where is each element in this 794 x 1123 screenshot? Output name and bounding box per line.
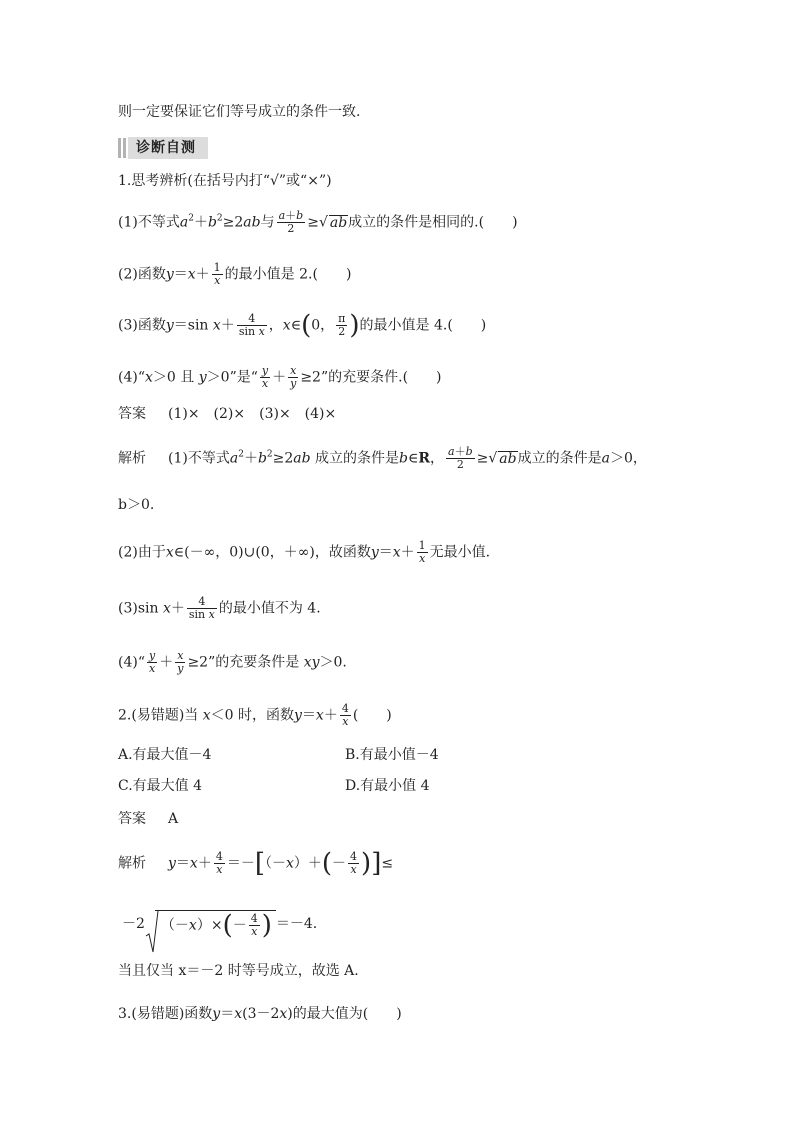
- q2-answer: 答案 A: [118, 811, 179, 827]
- section-title: 诊断自测: [128, 137, 208, 159]
- q1-item-1: (1)不等式$a^2+b^2\ge 2ab$与 $\frac{a+b}{2}$ ≥√ ab成立的条件是相同的.( ): [118, 209, 518, 235]
- q2-option-c: C.有最大值 4: [118, 778, 203, 794]
- q3-title: 3.(易错题)函数y＝x(3－2x)的最大值为( ): [118, 1006, 402, 1022]
- q1-item-2: (2)函数y＝x＋ $\frac{1}{x}$ 的最小值是 2.( ): [118, 261, 352, 287]
- q1-item-3: (3)函数y＝sin x＋ $\frac{4}{\text{sin x}}$ ，x∈(0， $\frac{\pi}{2}$ )的最小值是 4.( ): [118, 310, 487, 341]
- q2-option-a: A.有最大值－4: [118, 747, 212, 763]
- q1-answer: 答案 (1)× (2)× (3)× (4)×: [118, 406, 337, 422]
- q2-note: 当且仅当 x＝－2 时等号成立，故选 A.: [118, 963, 359, 979]
- q1-analysis-1-cont: b＞0.: [118, 497, 155, 513]
- q1-analysis-2: (2)由于x∈(－∞，0)∪(0，＋∞)，故函数y＝x＋ $\frac{1}{x}$ 无最小值.: [118, 539, 491, 565]
- q1-analysis-1: 解析 (1)不等式$a^2+b^2\ge 2ab$ 成立的条件是b∈R， $\frac{a+b}{2}$ ≥√ ab成立的条件是a＞0，: [118, 445, 647, 471]
- intro-text: 则一定要保证它们等号成立的条件一致.: [118, 104, 361, 120]
- header-stripe: [123, 138, 126, 158]
- q2-analysis-2: －2 （－x）×(－ $\frac{4}{x}$ ) ＝－4.: [122, 910, 317, 938]
- q2-option-b: B.有最小值－4: [345, 747, 439, 763]
- q1-analysis-4: (4)“ $\frac{y}{x}$ ＋ $\frac{x}{y}$ ≥2”的充要条件是 xy＞0.: [118, 649, 347, 675]
- q2-analysis-1: 解析 y＝x＋ $\frac{4}{x}$ ＝－[（－x）＋(－ $\frac{4}{x}$ )]≤: [118, 848, 394, 879]
- q2-title: 2.(易错题)当 x＜0 时，函数y＝x＋ $\frac{4}{x}$ ( ): [118, 702, 392, 728]
- header-stripe: [118, 138, 121, 158]
- q1-item-4: (4)“x＞0 且 y＞0”是“ $\frac{y}{x}$ ＋ $\frac{x}{y}$ ≥2”的充要条件.( ): [118, 364, 442, 390]
- q2-option-d: D.有最小值 4: [345, 778, 430, 794]
- section-header: [118, 137, 208, 159]
- q1-title: 1.思考辨析(在括号内打“√”或“×”): [118, 173, 332, 189]
- q1-analysis-3: (3)sin x＋ $\frac{4}{\text{sin x}}$ 的最小值不为 4.: [118, 595, 321, 621]
- square-root: （－x）×(－ $\frac{4}{x}$ ): [145, 910, 276, 938]
